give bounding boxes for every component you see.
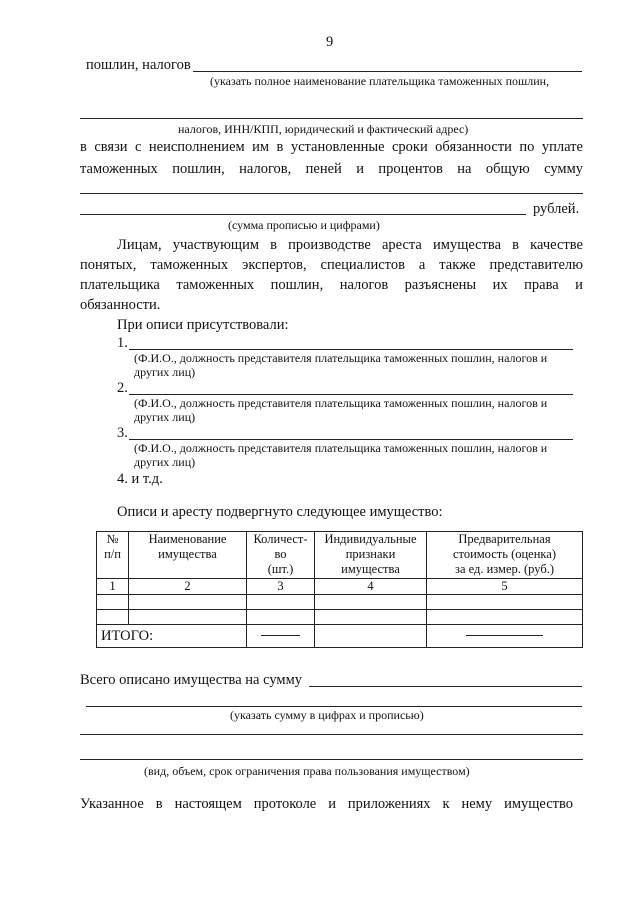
present-item-3-hint-2: других лиц) <box>134 455 196 469</box>
sum-hint: (сумма прописью и цифрами) <box>228 218 380 232</box>
total-label: ИТОГО: <box>97 625 247 648</box>
present-item-1-line[interactable] <box>129 349 573 350</box>
present-item-1-hint: (Ф.И.О., должность представителя плательщика таможенных пошлин, налогов и <box>134 351 548 365</box>
footer-line: Указанное в настоящем протоколе и приложениях к нему имущество <box>80 796 573 812</box>
payer-hint-1: (указать полное наименование плательщика таможенных пошлин, <box>210 74 550 88</box>
table-cell[interactable] <box>247 595 315 610</box>
table-cell[interactable] <box>427 595 583 610</box>
total-quantity-cell[interactable] <box>247 625 315 648</box>
rights-line-4: обязанности. <box>80 297 161 313</box>
table-header-row <box>97 532 583 579</box>
header-name: Наименование имущества <box>129 532 247 579</box>
restriction-line-2[interactable] <box>80 759 583 760</box>
header-features: Индивидуальные признаки имущества <box>315 532 427 579</box>
table-row <box>97 610 583 625</box>
inventory-title: Описи и аресту подвергнуто следующее имущество: <box>117 504 443 520</box>
reason-line-1: в связи с неисполнением им в установленные сроки обязанности по уплате <box>80 139 583 155</box>
table-cell[interactable] <box>129 595 247 610</box>
table-total-row <box>97 625 583 648</box>
column-number: 2 <box>129 579 247 595</box>
currency-label: рублей. <box>533 201 580 217</box>
inventory-table <box>96 531 583 648</box>
header-number: № п/п <box>97 532 129 579</box>
present-title: При описи присутствовали: <box>117 317 289 333</box>
total-features-cell <box>315 625 427 648</box>
total-sum-line-2[interactable] <box>86 706 582 707</box>
table-cell[interactable] <box>97 595 129 610</box>
sum-line-1[interactable] <box>80 193 583 194</box>
present-item-1-number: 1. <box>117 335 128 351</box>
table-cell[interactable] <box>97 610 129 625</box>
page-number: 9 <box>326 34 334 50</box>
table-cell[interactable] <box>315 610 427 625</box>
present-item-2-line[interactable] <box>129 394 573 395</box>
column-number: 4 <box>315 579 427 595</box>
total-sum-line[interactable] <box>309 686 582 687</box>
total-sum-hint: (указать сумму в цифрах и прописью) <box>230 708 424 722</box>
present-item-2-hint-2: других лиц) <box>134 410 196 424</box>
present-item-1-hint-2: других лиц) <box>134 365 196 379</box>
sum-line-2[interactable] <box>80 214 526 215</box>
present-item-3-hint: (Ф.И.О., должность представителя плательщика таможенных пошлин, налогов и <box>134 441 548 455</box>
payer-label: пошлин, налогов <box>86 57 191 73</box>
header-quantity: Количест- во (шт.) <box>247 532 315 579</box>
restriction-hint: (вид, объем, срок ограничения права пользования имуществом) <box>144 764 470 778</box>
present-item-3-number: 3. <box>117 425 128 441</box>
column-number: 3 <box>247 579 315 595</box>
total-sum-label: Всего описано имущества на сумму <box>80 672 302 688</box>
rights-line-3: плательщика таможенных пошлин, налогов разъяснены их права и <box>80 277 583 293</box>
rights-line-1: Лицам, участвующим в производстве ареста имущества в качестве <box>117 237 583 253</box>
present-item-3-line[interactable] <box>129 439 573 440</box>
total-value-line <box>466 635 544 636</box>
reason-line-2: таможенных пошлин, налогов, пеней и процентов на общую сумму <box>80 161 583 177</box>
total-quantity-line <box>261 635 300 636</box>
present-item-2-hint: (Ф.И.О., должность представителя плательщика таможенных пошлин, налогов и <box>134 396 548 410</box>
table-cell[interactable] <box>315 595 427 610</box>
present-etc: 4. и т.д. <box>117 471 163 487</box>
table-cell[interactable] <box>247 610 315 625</box>
column-number: 1 <box>97 579 129 595</box>
table-row <box>97 595 583 610</box>
present-item-2-number: 2. <box>117 380 128 396</box>
rights-line-2: понятых, таможенных экспертов, специалистов а также представителю <box>80 257 583 273</box>
payer-name-line[interactable] <box>193 71 582 72</box>
column-number: 5 <box>427 579 583 595</box>
restriction-line-1[interactable] <box>80 734 583 735</box>
total-value-cell[interactable] <box>427 625 583 648</box>
column-number-row <box>97 579 583 595</box>
payer-hint-2: налогов, ИНН/КПП, юридический и фактический адрес) <box>178 122 469 136</box>
payer-address-line[interactable] <box>80 118 583 119</box>
table-cell[interactable] <box>129 610 247 625</box>
header-value: Предварительная стоимость (оценка) за ед. измер. (руб.) <box>427 532 583 579</box>
table-cell[interactable] <box>427 610 583 625</box>
